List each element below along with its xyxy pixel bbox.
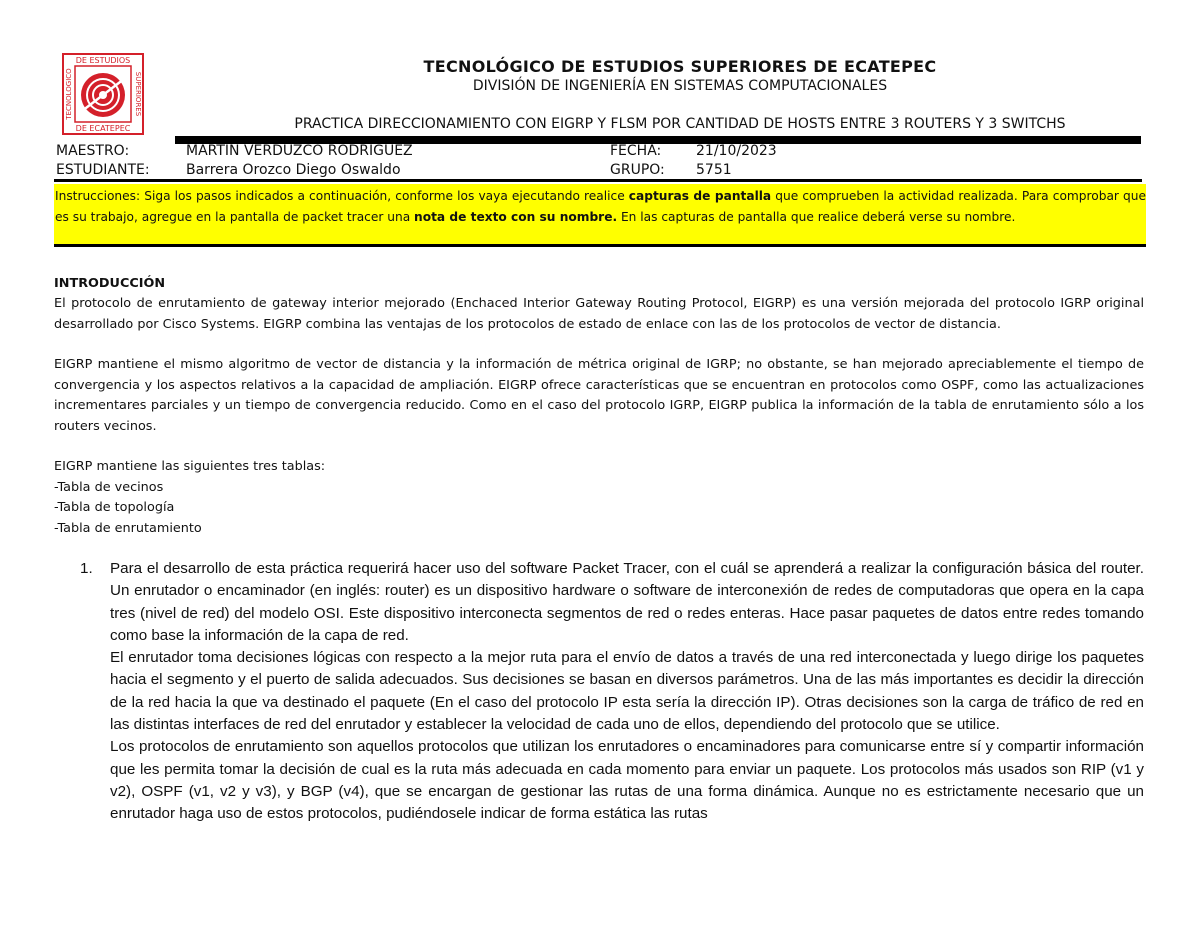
estudiante-label: ESTUDIANTE:	[56, 162, 150, 178]
list-number: 1.	[80, 560, 93, 577]
grupo-label: GRUPO:	[610, 162, 665, 178]
fecha-label: FECHA:	[610, 143, 662, 159]
tables-intro: EIGRP mantiene las siguientes tres tablas:	[54, 459, 326, 474]
practice-title: PRACTICA DIRECCIONAMIENTO CON EIGRP Y FLSM POR CANTIDAD DE HOSTS ENTRE 3 ROUTERS Y 3 SWITCHS	[294, 116, 1066, 132]
table-item-topologia: -Tabla de topología	[54, 500, 175, 515]
list-paragraph-3: Los protocolos de enrutamiento son aquellos protocolos que utilizan los enrutadores o encaminadores para comunicarse entre sí y compartir información que les permita tomar la decisión de cual es la ruta más adecuada en cada momento para enviar un paquete. Los protocolos más usados son RIP (v1 y v2), OSPF (v1, v2 y v3), y BGP (v4), que se encargan de gestionar las rutas de una forma dinámica. Aunque no es estrictamente necesario que un enrutador haga uso de estos protocolos, pudiéndosele indicar de forma estática las rutas	[110, 738, 1144, 823]
table-item-vecinos: -Tabla de vecinos	[54, 479, 164, 495]
division-title: DIVISIÓN DE INGENIERÍA EN SISTEMAS COMPUTACIONALES	[472, 78, 888, 94]
estudiante-value: Barrera Orozco Diego Oswaldo	[186, 162, 401, 178]
table-item-enrutamiento: -Tabla de enrutamiento	[54, 520, 202, 536]
tables-list	[54, 457, 1144, 539]
instructions-text-1: Instrucciones: Siga los pasos indicados a continuación, conforme los vaya ejecutando realice	[55, 189, 629, 203]
logo-text-top: DE ESTUDIOS	[75, 56, 131, 65]
list-paragraph-2: El enrutador toma decisiones lógicas con respecto a la mejor ruta para el envío de datos a través de una red interconectada y luego dirige los paquetes hacia el segmento y el puerto de salida adecuados. Sus decisiones se basan en diversos parámetros. Una de las más importantes es decidir la dirección de la red hacia la que va destinado el paquete (En el caso del protocolo IP esta sería la dirección IP). Otras decisiones son la carga de tráfico de red en las distintas interfaces de red del enrutador y establecer la velocidad de cada uno de ellos, dependiendo del protocolo que se utilice.	[110, 649, 1144, 734]
maestro-value: MARTIN VERDUZCO RODRIGUEZ	[186, 143, 413, 159]
numbered-list	[80, 558, 1144, 826]
maestro-label: MAESTRO:	[56, 143, 130, 159]
institution-logo	[62, 53, 144, 135]
grupo-value: 5751	[696, 162, 732, 178]
list-paragraph-1: Para el desarrollo de esta práctica requerirá hacer uso del software Packet Tracer, con el cuál se aprenderá a realizar la configuración básica del router. Un enrutador o encaminador (en inglés: router) es un dispositivo hardware o software de interconexión de redes de computadoras que opera en la capa tres (nivel de red) del modelo OSI. Este dispositivo interconecta segmentos de red o redes enteras. Hace pasar paquetes de datos entre redes tomando como base la información de la capa de red.	[110, 560, 1144, 644]
fecha-value: 21/10/2023	[696, 143, 777, 159]
institution-title: TECNOLÓGICO DE ESTUDIOS SUPERIORES DE ECATEPEC	[423, 57, 937, 76]
instructions-text-3: En las capturas de pantalla que realice deberá verse su nombre.	[617, 210, 1016, 224]
intro-paragraph-1: El protocolo de enrutamiento de gateway interior mejorado (Enchaced Interior Gateway Routing Protocol, EIGRP) es una versión mejorada del protocolo IGRP original desarrollado por Cisco Systems. EIGRP combina las ventajas de los protocolos de estado de enlace con las de los protocolos de vector de distancia.	[54, 296, 1144, 332]
intro-paragraph-2: EIGRP mantiene el mismo algoritmo de vector de distancia y la información de métrica original de IGRP; no obstante, se han mejorado apreciablemente el tiempo de convergencia y los aspectos relativos a la capacidad de ampliación. EIGRP ofrece características que se encuentran en protocolos como OSPF, como las actualizaciones incrementares parciales y un tiempo de convergencia reducido. Como en el caso del protocolo IGRP, EIGRP publica la información de la tabla de enrutamiento sólo a los routers vecinos.	[54, 357, 1144, 434]
intro-heading: INTRODUCCIÓN	[54, 276, 166, 291]
logo-text-right: SUPERIORES	[134, 71, 142, 117]
instructions-text-2: que comprueben la actividad realizada. Para comprobar que es su trabajo, agregue en la pantalla de packet tracer una	[55, 189, 1146, 224]
instructions-bold-2: nota de texto con su nombre.	[414, 210, 618, 224]
instructions-box	[54, 184, 1146, 247]
logo-text-left: TECNOLOGICO	[65, 68, 73, 120]
instructions-bold-1: capturas de pantalla	[628, 189, 772, 203]
logo-text-bottom: DE ECATEPEC	[75, 124, 131, 133]
info-table	[54, 142, 1142, 182]
